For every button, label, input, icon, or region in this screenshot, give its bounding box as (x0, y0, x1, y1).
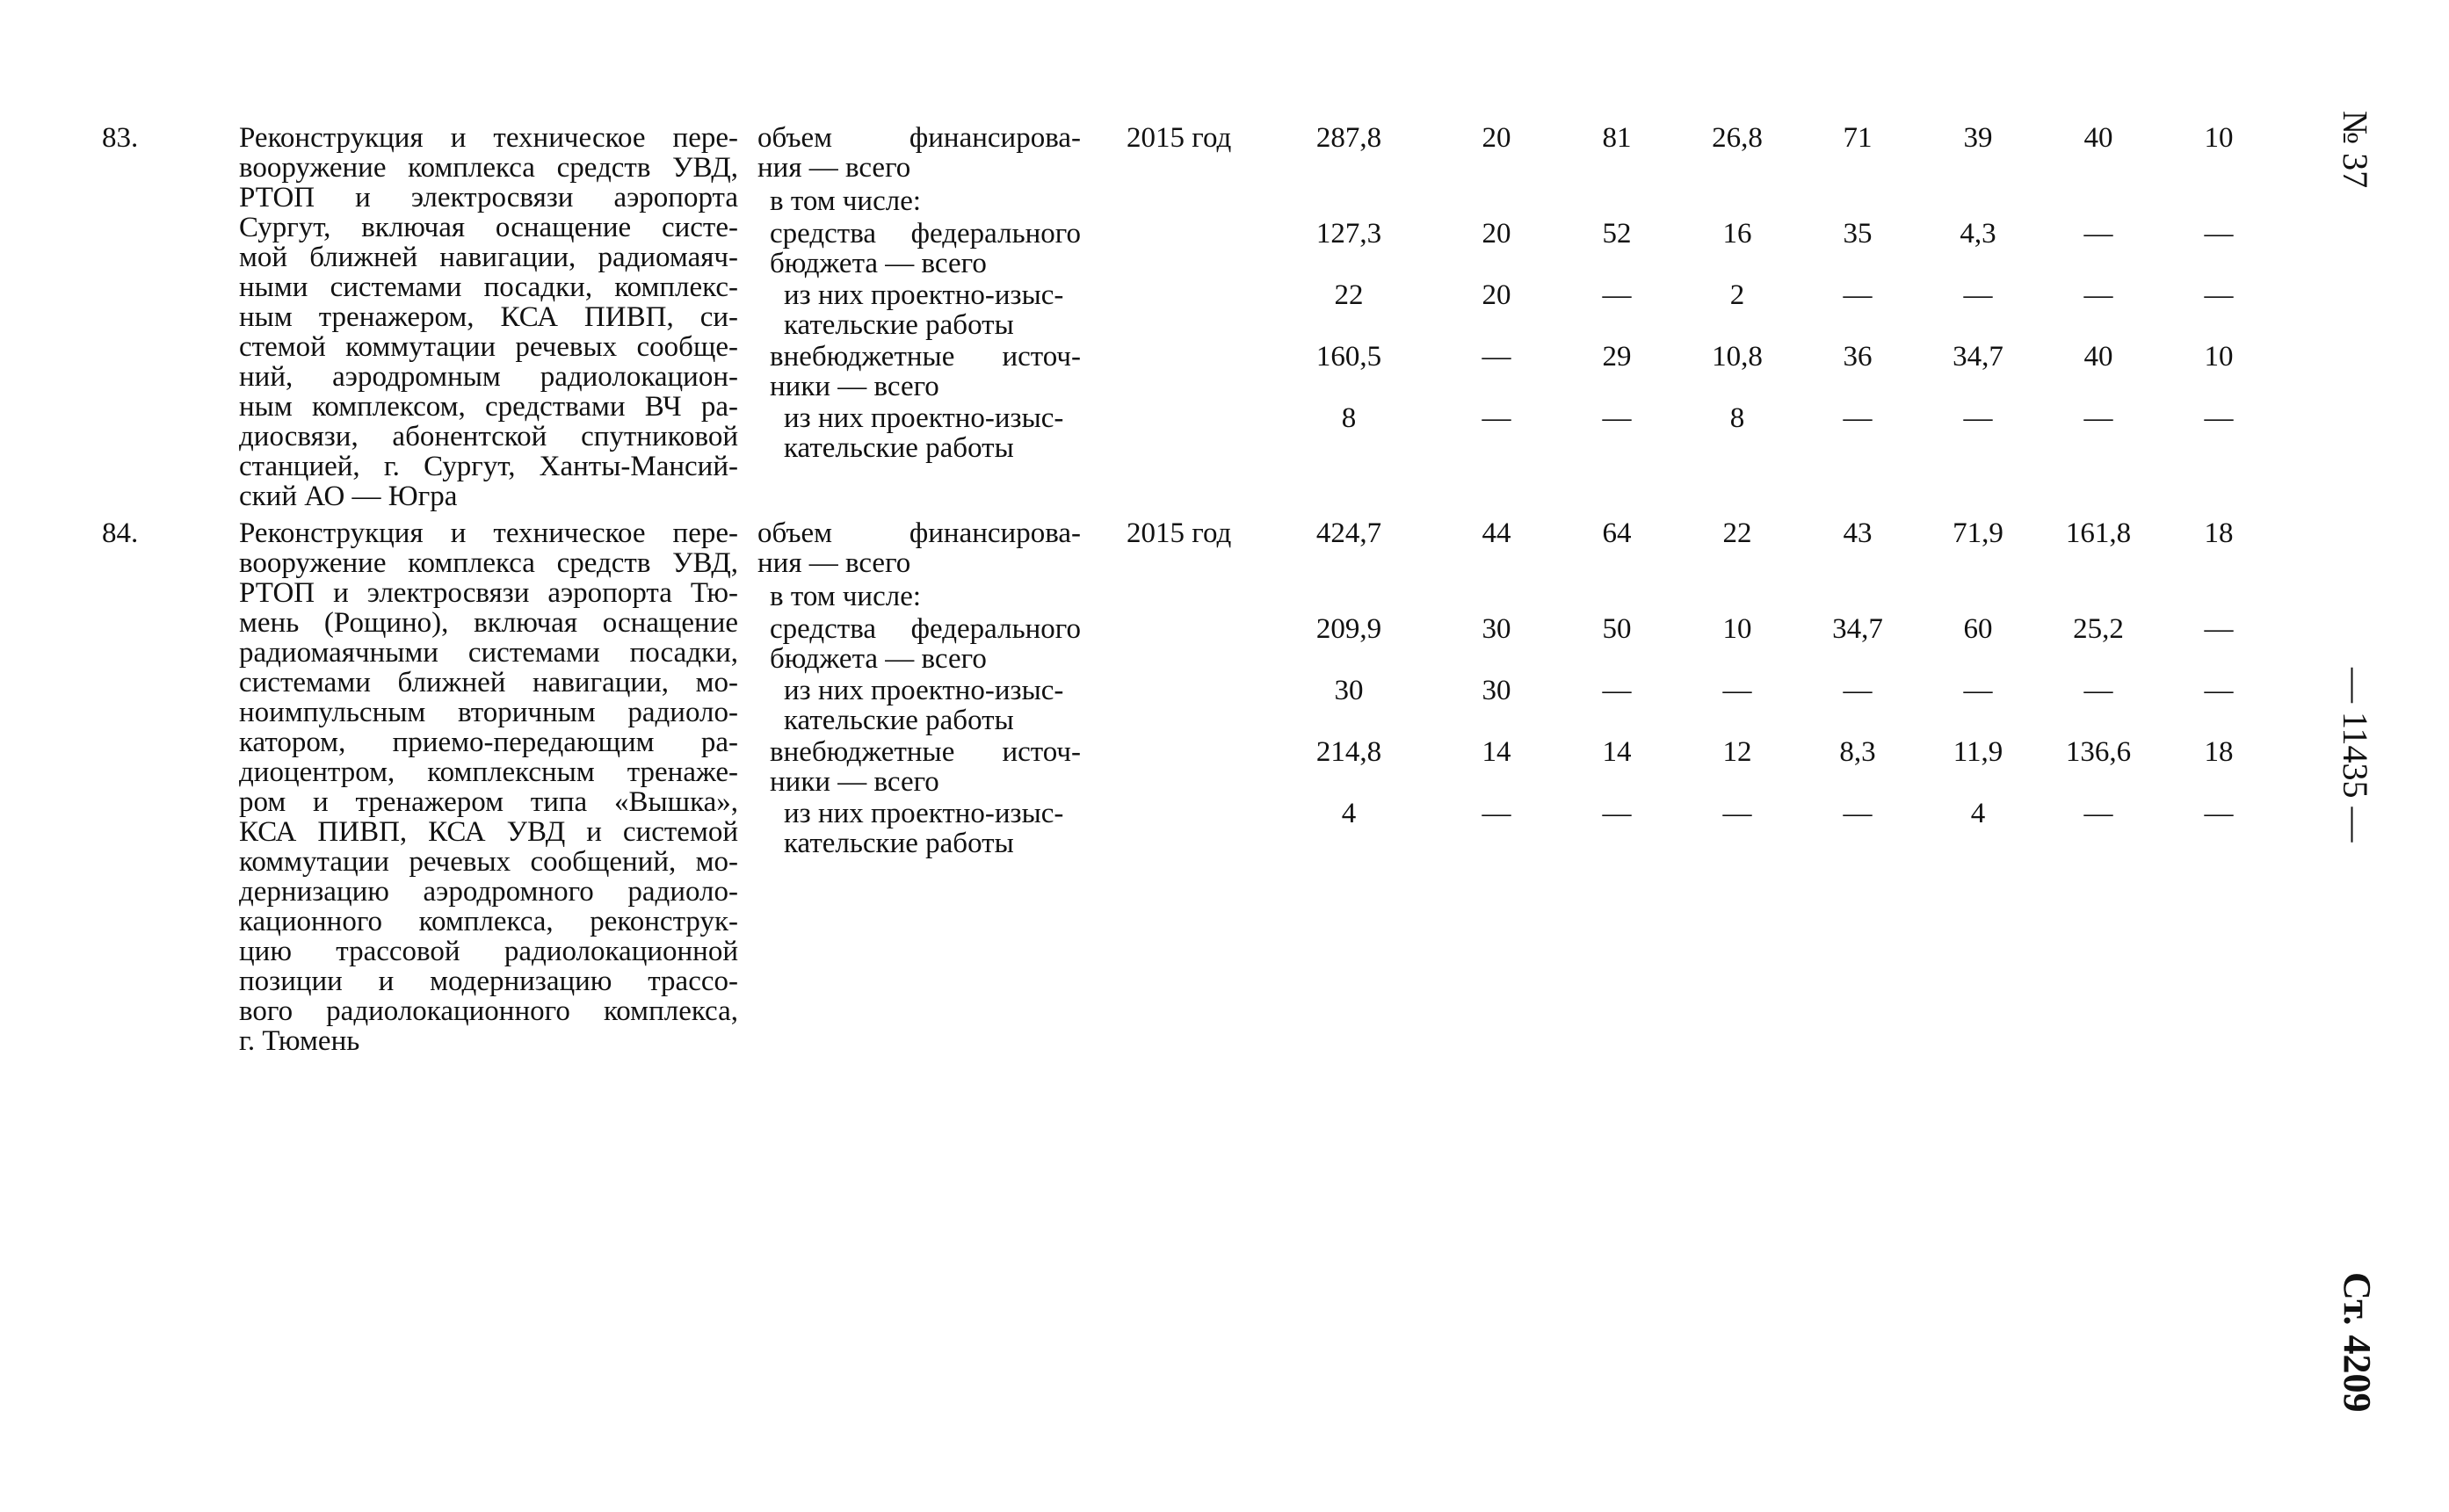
funding-label (757, 518, 1081, 578)
value-cell: — (1482, 402, 1511, 434)
value-cell: 424,7 (1315, 517, 1382, 549)
value-cell: — (1722, 798, 1752, 829)
row-year: 2015 год (1127, 122, 1232, 154)
description-line: РТОП и электросвязи аэропорта Тю- (239, 577, 738, 609)
value-cell: — (2083, 402, 2113, 434)
value-cell: 10,8 (1712, 341, 1763, 373)
value-cell: 4 (1970, 798, 1986, 829)
funding-label (770, 614, 1081, 674)
value-cell: — (2083, 279, 2113, 311)
value-cell: — (1602, 402, 1632, 434)
description-line: диосвязи, абонентской спутниковой (239, 421, 738, 452)
value-cell: 71,9 (1953, 517, 2003, 549)
description-line: ский АО — Югра (239, 481, 458, 512)
value-cell: 40 (2083, 341, 2113, 373)
value-cell: 287,8 (1315, 122, 1382, 154)
value-cell: — (2204, 279, 2234, 311)
value-cell: 127,3 (1315, 218, 1382, 250)
value-cell: 4 (1341, 798, 1357, 829)
funding-label (784, 403, 1063, 463)
label-line: бюджета — всего (770, 643, 987, 675)
description-line: ным тренажером, КСА ПИВП, си- (239, 301, 738, 333)
value-cell: 64 (1602, 517, 1632, 549)
value-cell: — (1843, 675, 1873, 706)
label-line: кательские работы (784, 309, 1014, 341)
value-cell: 39 (1963, 122, 1993, 154)
value-cell: — (1602, 279, 1632, 311)
value-cell: 18 (2204, 736, 2234, 768)
description-line: диоцентром, комплексным тренаже- (239, 756, 738, 788)
value-cell: 50 (1602, 613, 1632, 645)
value-cell: 44 (1482, 517, 1511, 549)
row-year: 2015 год (1127, 517, 1232, 549)
funding-label (770, 737, 1081, 797)
description-line: стемой коммутации речевых сообще- (239, 331, 738, 363)
label-line: внебюджетные источ- (770, 341, 1081, 373)
description-line: вооружение комплекса средств УВД, (239, 152, 738, 184)
label-line: средства федерального (770, 218, 1081, 250)
label-line: объем финансирова- (757, 517, 1081, 549)
value-cell: 14 (1602, 736, 1632, 768)
label-line: из них проектно-изыс- (784, 798, 1064, 829)
value-cell: 30 (1482, 613, 1511, 645)
label-line: ники — всего (770, 766, 939, 798)
description-line: ными системами посадки, комплекс- (239, 271, 738, 303)
label-line: из них проектно-изыс- (784, 402, 1064, 434)
label-line: кательские работы (784, 432, 1014, 464)
funding-label (770, 219, 1081, 279)
label-line: в том числе: (770, 581, 922, 612)
value-cell: 36 (1843, 341, 1873, 373)
description-line: дернизацию аэродромного радиоло- (239, 876, 738, 908)
value-cell: — (1963, 402, 1993, 434)
description-line: радиомаячными системами посадки, (239, 637, 738, 669)
value-cell: 8,3 (1839, 736, 1876, 768)
value-cell: 60 (1963, 613, 1993, 645)
value-cell: — (1602, 675, 1632, 706)
value-cell: 43 (1843, 517, 1873, 549)
description-line: системами ближней навигации, мо- (239, 667, 738, 698)
value-cell: 22 (1334, 279, 1364, 311)
description-line: кационного комплекса, реконструк- (239, 906, 738, 937)
row-number: 83. (102, 122, 139, 154)
value-cell: 160,5 (1315, 341, 1382, 373)
value-cell: 11,9 (1953, 736, 2003, 768)
value-cell: — (1482, 798, 1511, 829)
label-line: из них проектно-изыс- (784, 675, 1064, 706)
description-line: цию трассовой радиолокационной (239, 936, 738, 967)
value-cell: 71 (1843, 122, 1873, 154)
value-cell: 34,7 (1832, 613, 1883, 645)
issue-number-label: № 37 (2336, 111, 2375, 189)
label-line: ния — всего (757, 547, 911, 579)
value-cell: 25,2 (2073, 613, 2124, 645)
official-number-label: — 11435 — (2336, 668, 2375, 843)
value-cell: 35 (1843, 218, 1873, 250)
description-line: станцией, г. Сургут, Ханты-Мансий- (239, 451, 738, 482)
description-line: г. Тюмень (239, 1025, 360, 1057)
funding-label (784, 280, 1063, 340)
value-cell: 20 (1482, 279, 1511, 311)
value-cell: — (1843, 402, 1873, 434)
label-line: ния — всего (757, 152, 911, 184)
label-line: кательские работы (784, 828, 1014, 859)
value-cell: — (2204, 402, 2234, 434)
value-cell: 30 (1482, 675, 1511, 706)
description-line: РТОП и электросвязи аэропорта (239, 182, 738, 213)
label-line: средства федерального (770, 613, 1081, 645)
value-cell: 2 (1729, 279, 1745, 311)
value-cell: — (1843, 798, 1873, 829)
value-cell: — (2083, 218, 2113, 250)
funding-label (770, 582, 921, 611)
description-line: Сургут, включая оснащение систе- (239, 212, 738, 243)
value-cell: 10 (2204, 122, 2234, 154)
value-cell: 136,6 (2065, 736, 2132, 768)
value-cell: 8 (1729, 402, 1745, 434)
value-cell: — (2083, 675, 2113, 706)
row-description (239, 518, 738, 1056)
description-line: вооружение комплекса средств УВД, (239, 547, 738, 579)
value-cell: — (2204, 613, 2234, 645)
page-number-label: Ст. 4209 (2336, 1272, 2379, 1413)
label-line: бюджета — всего (770, 248, 987, 279)
row-number: 84. (102, 517, 139, 549)
label-line: ники — всего (770, 371, 939, 402)
description-line: КСА ПИВП, КСА УВД и системой (239, 816, 738, 848)
value-cell: 209,9 (1315, 613, 1382, 645)
value-cell: 4,3 (1960, 218, 1996, 250)
value-cell: 29 (1602, 341, 1632, 373)
funding-label (784, 676, 1063, 735)
label-line: внебюджетные источ- (770, 736, 1081, 768)
label-line: объем финансирова- (757, 122, 1081, 154)
value-cell: 30 (1334, 675, 1364, 706)
value-cell: — (1963, 675, 1993, 706)
funding-label (757, 123, 1081, 183)
description-line: мой ближней навигации, радиомаяч- (239, 242, 738, 273)
description-line: Реконструкция и техническое пере- (239, 122, 738, 154)
value-cell: — (2204, 798, 2234, 829)
value-cell: 34,7 (1953, 341, 2003, 373)
description-line: Реконструкция и техническое пере- (239, 517, 738, 549)
label-line: кательские работы (784, 705, 1014, 736)
value-cell: 52 (1602, 218, 1632, 250)
label-line: из них проектно-изыс- (784, 279, 1064, 311)
value-cell: 10 (1722, 613, 1752, 645)
value-cell: — (2204, 675, 2234, 706)
value-cell: 81 (1602, 122, 1632, 154)
funding-label (770, 186, 921, 216)
description-line: ний, аэродромным радиолокацион- (239, 361, 738, 393)
description-line: мень (Рощино), включая оснащение (239, 607, 738, 639)
value-cell: — (1482, 341, 1511, 373)
description-line: вого радиолокационного комплекса, (239, 995, 738, 1027)
value-cell: 8 (1341, 402, 1357, 434)
description-line: ным комплексом, средствами ВЧ ра- (239, 391, 738, 423)
label-line: в том числе: (770, 185, 922, 217)
value-cell: 214,8 (1315, 736, 1382, 768)
value-cell: — (1843, 279, 1873, 311)
value-cell: 161,8 (2065, 517, 2132, 549)
value-cell: 20 (1482, 122, 1511, 154)
value-cell: — (2204, 218, 2234, 250)
value-cell: 18 (2204, 517, 2234, 549)
description-line: позиции и модернизацию трассо- (239, 966, 738, 997)
value-cell: 12 (1722, 736, 1752, 768)
value-cell: — (1722, 675, 1752, 706)
value-cell: 16 (1722, 218, 1752, 250)
description-line: ром и тренажером типа «Вышка», (239, 786, 738, 818)
value-cell: 14 (1482, 736, 1511, 768)
value-cell: 20 (1482, 218, 1511, 250)
value-cell: — (2083, 798, 2113, 829)
value-cell: 10 (2204, 341, 2234, 373)
description-line: катором, приемо-передающим ра- (239, 727, 738, 758)
value-cell: — (1602, 798, 1632, 829)
value-cell: 22 (1722, 517, 1752, 549)
value-cell: — (1963, 279, 1993, 311)
description-line: коммутации речевых сообщений, мо- (239, 846, 738, 878)
funding-label (770, 342, 1081, 402)
row-description (239, 123, 738, 511)
funding-label (784, 799, 1063, 858)
value-cell: 26,8 (1712, 122, 1763, 154)
value-cell: 40 (2083, 122, 2113, 154)
description-line: ноимпульсным вторичным радиоло- (239, 697, 738, 728)
